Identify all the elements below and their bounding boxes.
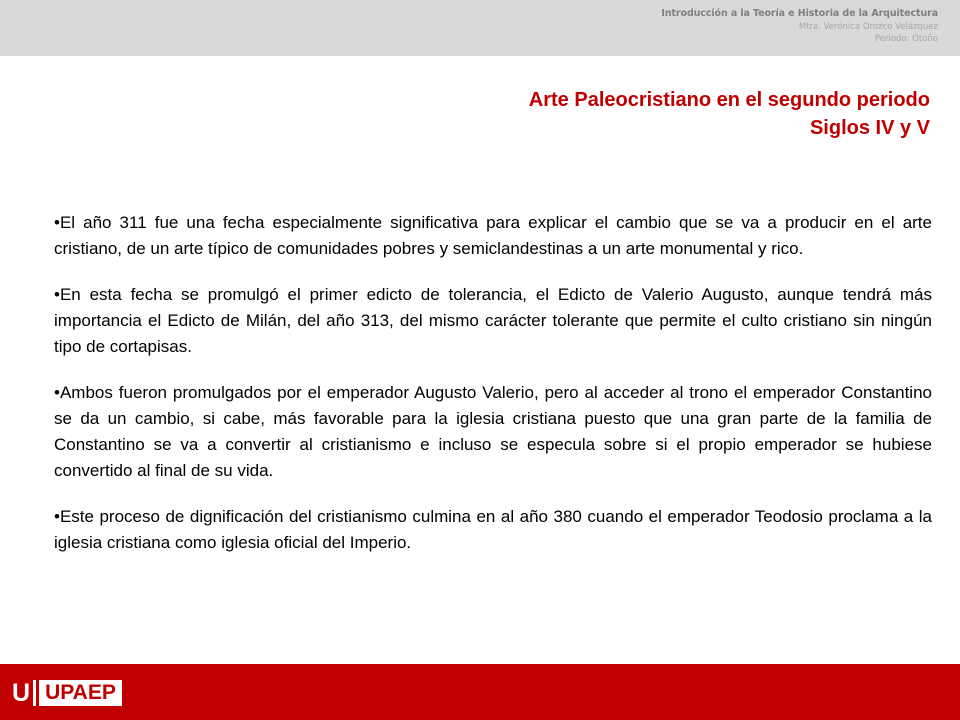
paragraph-1: •El año 311 fue una fecha especialmente significativa para explicar el cambio que se va a producir en el arte cristiano, de un arte típico de comunidades pobres y semiclandestinas a un arte monumental y rico. (54, 213, 932, 258)
slide-body (54, 210, 932, 576)
logo-wordmark: UPAEP (39, 680, 122, 706)
header-info (661, 7, 938, 45)
upaep-logo (12, 680, 122, 706)
period-label: Periodo: Otoño (874, 34, 938, 44)
paragraph-3: •Ambos fueron promulgados por el emperador Augusto Valerio, pero al acceder al trono el emperador Constantino se da un cambio, si cabe, más favorable para la iglesia cristiana puesto que una gran parte de la familia de Constantino se va a convertir al cristianismo e incluso se especula sobre si el propio emperador se hubiese convertido al final de su vida. (54, 383, 932, 480)
logo-u-mark: U (12, 679, 31, 707)
paragraph-4: •Este proceso de dignificación del cristianismo culmina en al año 380 cuando el emperador Teodosio proclama a la iglesia cristiana como iglesia oficial del Imperio. (54, 507, 932, 552)
footer-band (0, 664, 960, 720)
course-title: Introducción a la Teoría e Historia de la Arquitectura (661, 8, 938, 19)
teacher-name: Mtra. Verónica Orozco Velázquez (798, 22, 938, 32)
slide-title (529, 86, 930, 142)
logo-divider (33, 680, 36, 706)
header-band (0, 0, 960, 56)
paragraph-2: •En esta fecha se promulgó el primer edicto de tolerancia, el Edicto de Valerio Augusto, aunque tendrá más importancia el Edicto de Milán, del año 313, del mismo carácter tolerante que permite el culto cristiano sin ningún tipo de cortapisas. (54, 285, 932, 356)
slide-title-line2: Siglos IV y V (809, 117, 930, 139)
slide-title-line1: Arte Paleocristiano en el segundo periodo (528, 89, 930, 111)
